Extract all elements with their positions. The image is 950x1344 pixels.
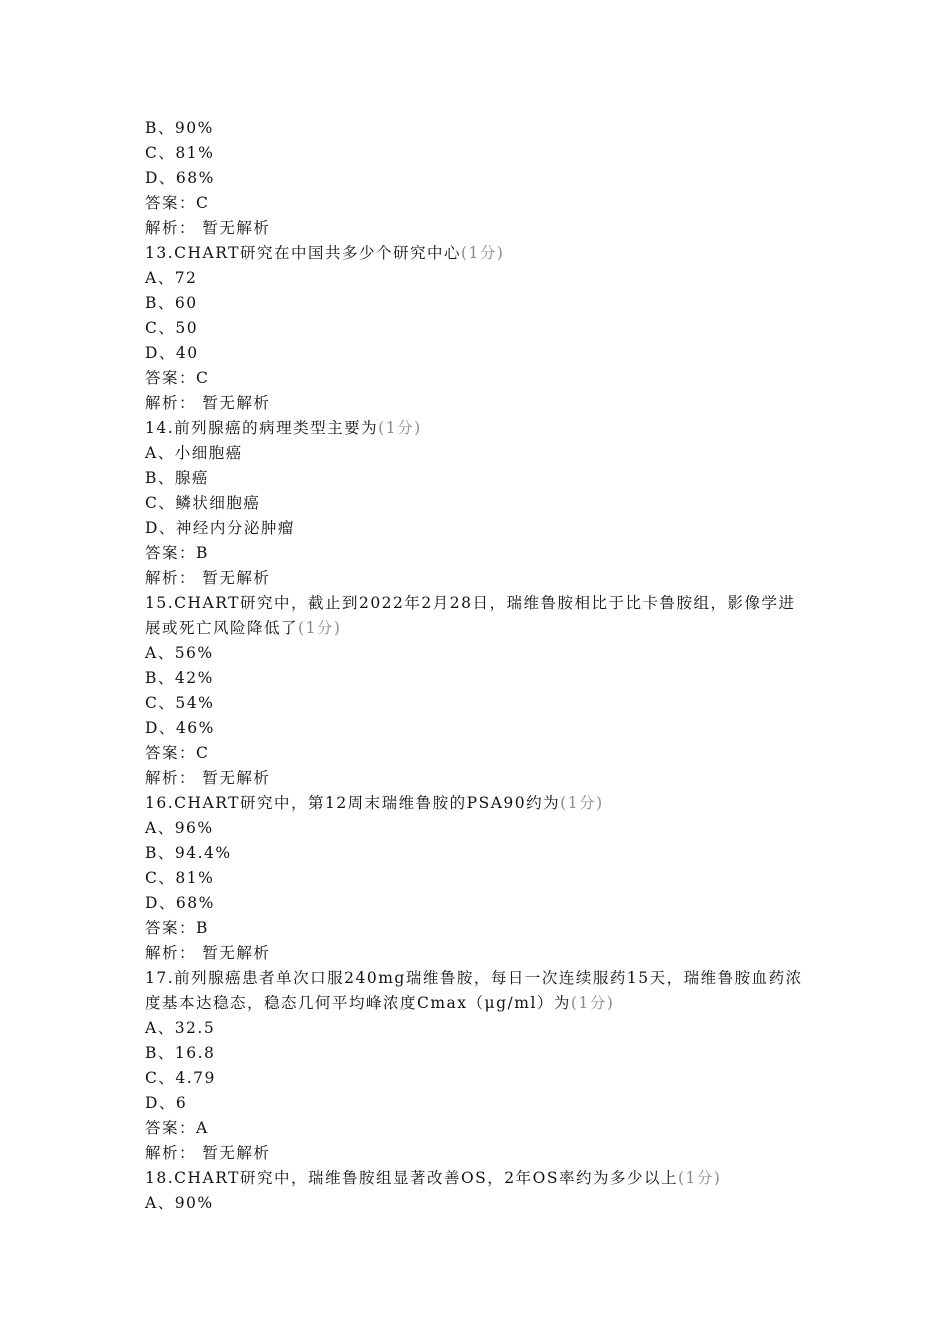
option: D、6 — [145, 1094, 188, 1112]
question-score: (1分) — [560, 794, 604, 812]
option: D、40 — [145, 344, 199, 362]
answer: 答案：A — [145, 1119, 209, 1137]
question-17 — [145, 966, 805, 1016]
analysis: 解析： 暂无解析 — [145, 219, 271, 237]
analysis: 解析： 暂无解析 — [145, 569, 271, 587]
question-text: 15.CHART研究中，截止到2022年2月28日，瑞维鲁胺相比于比卡鲁胺组，影像学进展或死亡风险降低了 — [145, 594, 796, 637]
answer: 答案：C — [145, 744, 210, 762]
option: B、90% — [145, 119, 214, 137]
question-score: (1分) — [460, 244, 505, 262]
option: B、60 — [145, 294, 198, 312]
option: A、72 — [145, 269, 198, 287]
question-text: 17.前列腺癌患者单次口服240mg瑞维鲁胺，每日一次连续服药15天，瑞维鲁胺血药浓度基本达稳态，稳态几何平均峰浓度Cmax（μg/ml）为 — [145, 969, 803, 1012]
answer: 答案：C — [145, 194, 210, 212]
option: B、94.4% — [145, 844, 232, 862]
question-13 — [145, 241, 805, 266]
option: C、54% — [145, 694, 215, 712]
question-16 — [145, 791, 805, 816]
option: D、神经内分泌肿瘤 — [145, 519, 295, 537]
question-text: 16.CHART研究中，第12周末瑞维鲁胺的PSA90约为 — [145, 794, 561, 812]
question-text: 18.CHART研究中，瑞维鲁胺组显著改善OS，2年OS率约为多少以上 — [145, 1169, 678, 1187]
option: C、4.79 — [145, 1069, 216, 1087]
option: C、鳞状细胞癌 — [145, 494, 261, 512]
analysis: 解析： 暂无解析 — [145, 394, 271, 412]
question-text: 13.CHART研究在中国共多少个研究中心 — [145, 244, 461, 262]
option: C、81% — [145, 869, 215, 887]
question-14 — [145, 416, 805, 441]
question-18 — [145, 1166, 805, 1191]
exam-content — [145, 116, 805, 1216]
option: B、42% — [145, 669, 214, 687]
option: B、16.8 — [145, 1044, 216, 1062]
option: C、50 — [145, 319, 199, 337]
option: C、81% — [145, 144, 215, 162]
answer: 答案：B — [145, 919, 209, 937]
answer: 答案：B — [145, 544, 209, 562]
question-score: (1分) — [298, 619, 342, 637]
option: B、腺癌 — [145, 469, 209, 487]
answer: 答案：C — [145, 369, 210, 387]
analysis: 解析： 暂无解析 — [145, 1144, 271, 1162]
option: D、46% — [145, 719, 215, 737]
analysis: 解析： 暂无解析 — [145, 944, 271, 962]
option: D、68% — [145, 894, 215, 912]
option: A、90% — [145, 1194, 214, 1212]
option: D、68% — [145, 169, 215, 187]
option: A、32.5 — [145, 1019, 216, 1037]
option: A、56% — [145, 644, 214, 662]
option: A、小细胞癌 — [145, 444, 243, 462]
option: A、96% — [145, 819, 214, 837]
question-score: (1分) — [677, 1169, 722, 1187]
question-text: 14.前列腺癌的病理类型主要为 — [145, 419, 379, 437]
question-score: (1分) — [570, 994, 615, 1012]
question-15 — [145, 591, 805, 641]
analysis: 解析： 暂无解析 — [145, 769, 271, 787]
question-score: (1分) — [378, 419, 422, 437]
